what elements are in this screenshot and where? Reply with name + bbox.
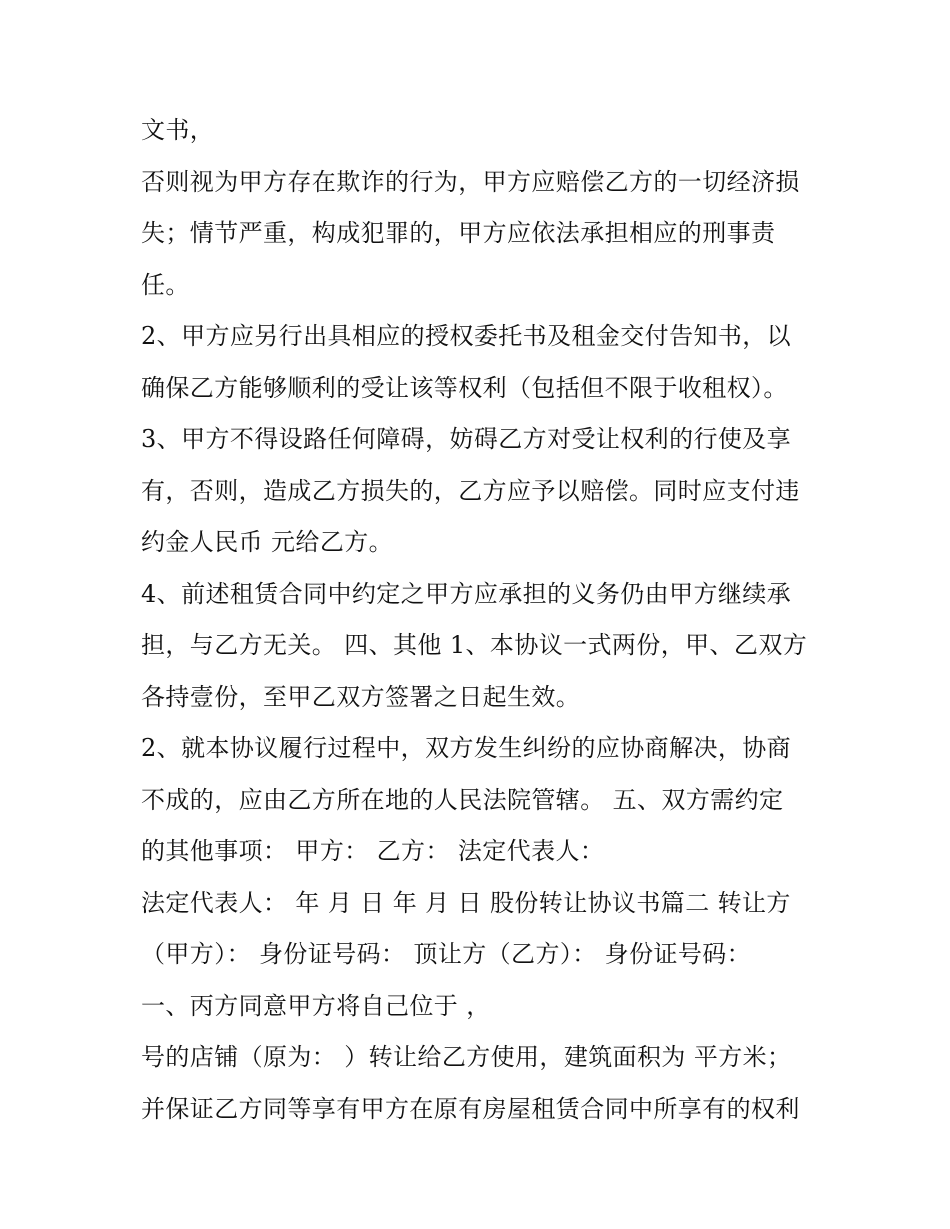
text-line: （甲方）： 身份证号码： 顶让方（乙方）： 身份证号码： xyxy=(141,940,752,968)
text-line: 担，与乙方无关。 四、其他 1、本协议一式两份，甲、乙双方 xyxy=(141,631,808,659)
text-line: 2、就本协议履行过程中，双方发生纠纷的应协商解决，协商 xyxy=(141,734,792,762)
text-line: 号的店铺（原为： ）转让给乙方使用，建筑面积为 平方米； xyxy=(141,1043,792,1071)
text-line: 约金人民币 元给乙方。 xyxy=(141,528,394,556)
text-line: 2、甲方应另行出具相应的授权委托书及租金交付告知书，以 xyxy=(141,322,792,350)
text-line: 不成的，应由乙方所在地的人民法院管辖。 五、双方需约定 xyxy=(141,785,784,814)
text-line: 一、丙方同意甲方将自己位于 ， xyxy=(141,991,491,1020)
text-line: 任。 xyxy=(141,270,190,299)
text-line: 否则视为甲方存在欺诈的行为，甲方应赔偿乙方的一切经济损 xyxy=(141,167,800,196)
text-line: 4、前述租赁合同中约定之甲方应承担的义务仍由甲方继续承 xyxy=(141,579,792,608)
text-line: 各持壹份，至甲乙双方签署之日起生效。 xyxy=(141,682,581,711)
text-line: 并保证乙方同等享有甲方在原有房屋租赁合同中所享有的权利 xyxy=(141,1094,800,1123)
text-line: 3、甲方不得设路任何障碍，妨碍乙方对受让权利的行使及享 xyxy=(141,425,792,453)
text-line: 失；情节严重，构成犯罪的，甲方应依法承担相应的刑事责 xyxy=(141,219,776,247)
text-line: 法定代表人： 年 月 日 年 月 日 股份转让协议书篇二 转让方 xyxy=(141,888,791,917)
text-line: 文书， xyxy=(141,116,215,144)
text-line: 的其他事项： 甲方： 乙方： 法定代表人： xyxy=(141,837,605,865)
text-line: 有，否则，造成乙方损失的，乙方应予以赔偿。同时应支付违 xyxy=(141,476,800,505)
text-line: 确保乙方能够顺利的受让该等权利（包括但不限于收租权）。 xyxy=(141,373,788,402)
document-body xyxy=(141,105,831,1135)
